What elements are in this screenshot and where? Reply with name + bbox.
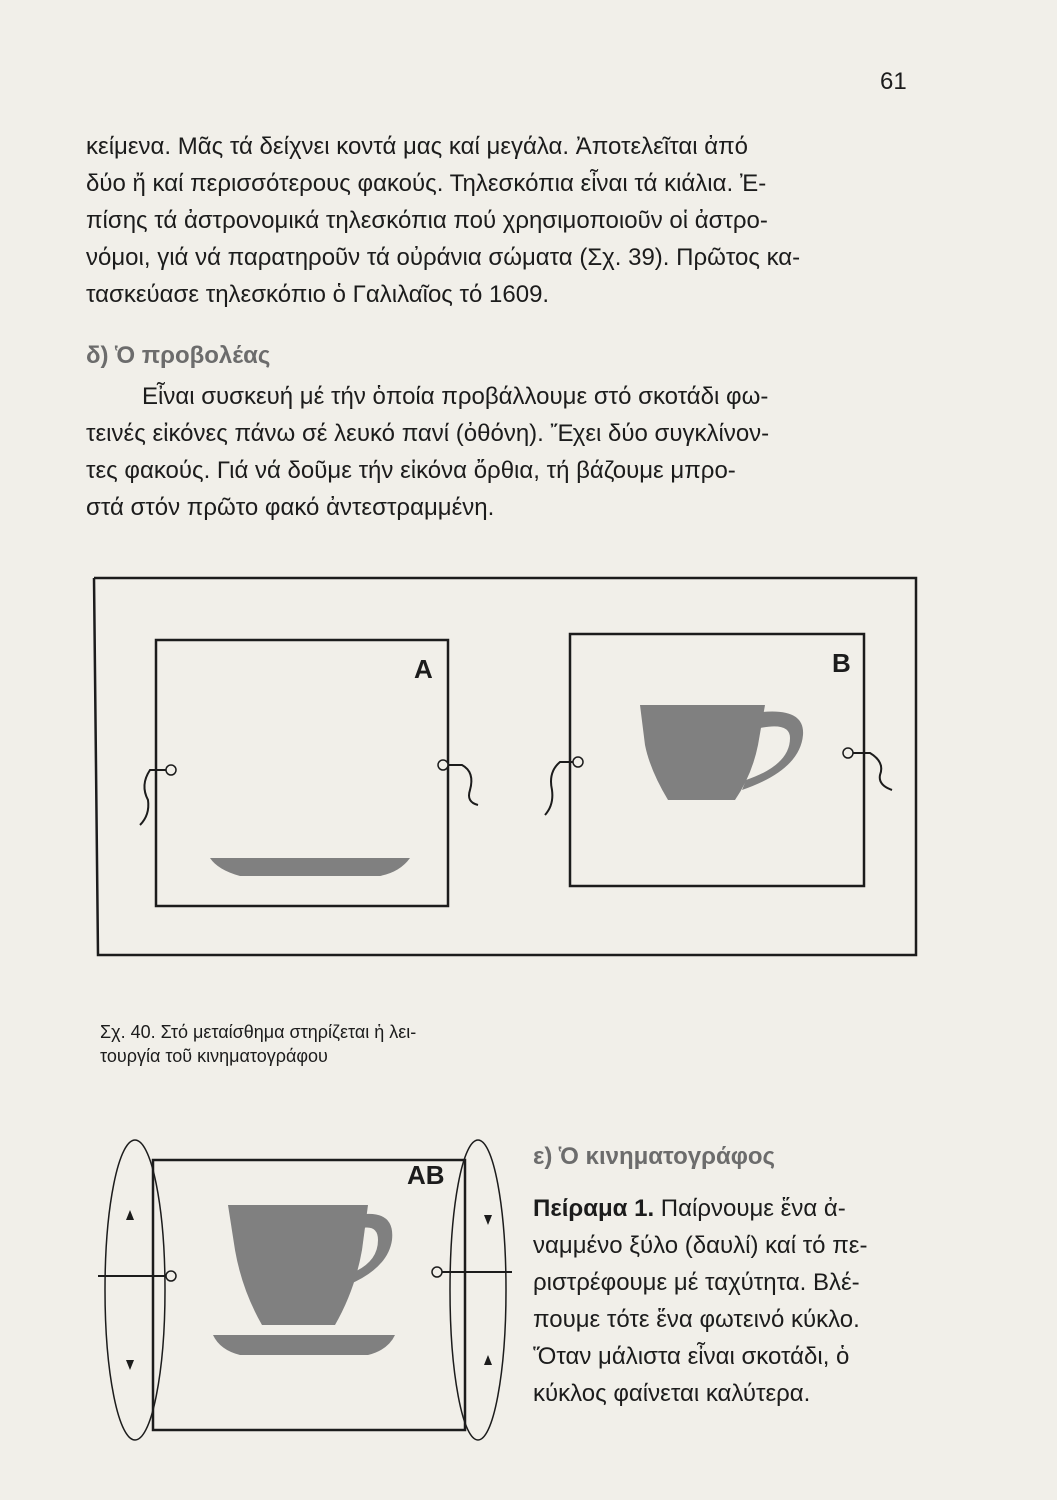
text-line: κύκλος φαίνεται καλύτερα.: [533, 1380, 811, 1407]
text-line: τασκεύασε τηλεσκόπιο ὁ Γαλιλαῖος τό 1609.: [86, 281, 550, 308]
figure-caption: [100, 1020, 416, 1068]
rotation-path-left: [105, 1140, 165, 1440]
caption-line: τουργία τοῦ κινηματογράφου: [100, 1046, 328, 1066]
text-line: Ὅταν μάλιστα εἶναι σκοτάδι, ὁ: [533, 1343, 850, 1370]
text-line: [533, 1190, 867, 1227]
text-line: νόμοι, γιά νά παρατηροῦν τά οὐράνια σώματα (Σχ. 39). Πρῶτος κα-: [86, 244, 801, 271]
caption-line: Σχ. 40. Στό μεταίσθημα στηρίζεται ἡ λει-: [100, 1022, 417, 1042]
text-line: δύο ἤ καί περισσότερους φακούς. Τηλεσκόπια εἶναι τά κιάλια. Ἐ-: [86, 170, 767, 197]
string-a-right: [448, 765, 478, 805]
pivot-b-right: [843, 748, 853, 758]
rotation-path-right: [450, 1140, 506, 1440]
text-line: τες φακούς. Γιά νά δοῦμε τήν εἰκόνα ὄρθια, τή βάζουμε μπρο-: [86, 457, 736, 484]
pivot-a-left: [166, 765, 176, 775]
arrow-right-up: [484, 1355, 492, 1365]
text-line: ναμμένο ξύλο (δαυλί) καί τό πε-: [533, 1232, 868, 1259]
label-a: A: [414, 654, 433, 684]
text-line: στά στόν πρῶτο φακό ἀντεστραμμένη.: [86, 494, 495, 521]
heading-cinema: ε) Ὁ κινηματογράφος: [533, 1143, 776, 1170]
text-line: πουμε τότε ἕνα φωτεινό κύκλο.: [533, 1306, 860, 1333]
pivot-ab-right: [432, 1267, 442, 1277]
pivot-b-left: [573, 757, 583, 767]
page-number: 61: [880, 68, 907, 95]
experiment-line: Παίρνουμε ἕνα ἀ-: [654, 1195, 846, 1222]
heading-projector: δ) Ὁ προβολέας: [86, 342, 271, 369]
text-line: τεινές εἰκόνες πάνω σέ λευκό πανί (ὀθόνη). Ἔχει δύο συγκλίνον-: [86, 420, 770, 447]
saucer-ab: [213, 1335, 395, 1355]
text-line: πίσης τά ἀστρονομικά τηλεσκόπια πού χρησιμοποιοῦν οἱ ἀστρο-: [86, 207, 768, 234]
string-b-right: [853, 753, 892, 790]
pivot-ab-left: [166, 1271, 176, 1281]
saucer-a: [210, 858, 410, 876]
text-line: κείμενα. Μᾶς τά δείχνει κοντά μας καί μεγάλα. Ἀποτελεῖται ἀπό: [86, 133, 748, 160]
arrow-right-down: [484, 1215, 492, 1225]
text-line: ριστρέφουμε μέ ταχύτητα. Βλέ-: [533, 1269, 860, 1296]
text-line: Εἶναι συσκευή μέ τήν ὁποία προβάλλουμε στό σκοτάδι φω-: [142, 383, 769, 410]
paragraph-experiment: [533, 1190, 867, 1412]
arrow-left-down: [126, 1360, 134, 1370]
cup-ab: [228, 1205, 368, 1325]
string-a-left: [140, 770, 166, 825]
arrow-left-up: [126, 1210, 134, 1220]
label-b: B: [832, 648, 851, 678]
pivot-a-right: [438, 760, 448, 770]
experiment-lead: Πείραμα 1.: [533, 1195, 655, 1222]
label-ab: AB: [407, 1160, 445, 1190]
